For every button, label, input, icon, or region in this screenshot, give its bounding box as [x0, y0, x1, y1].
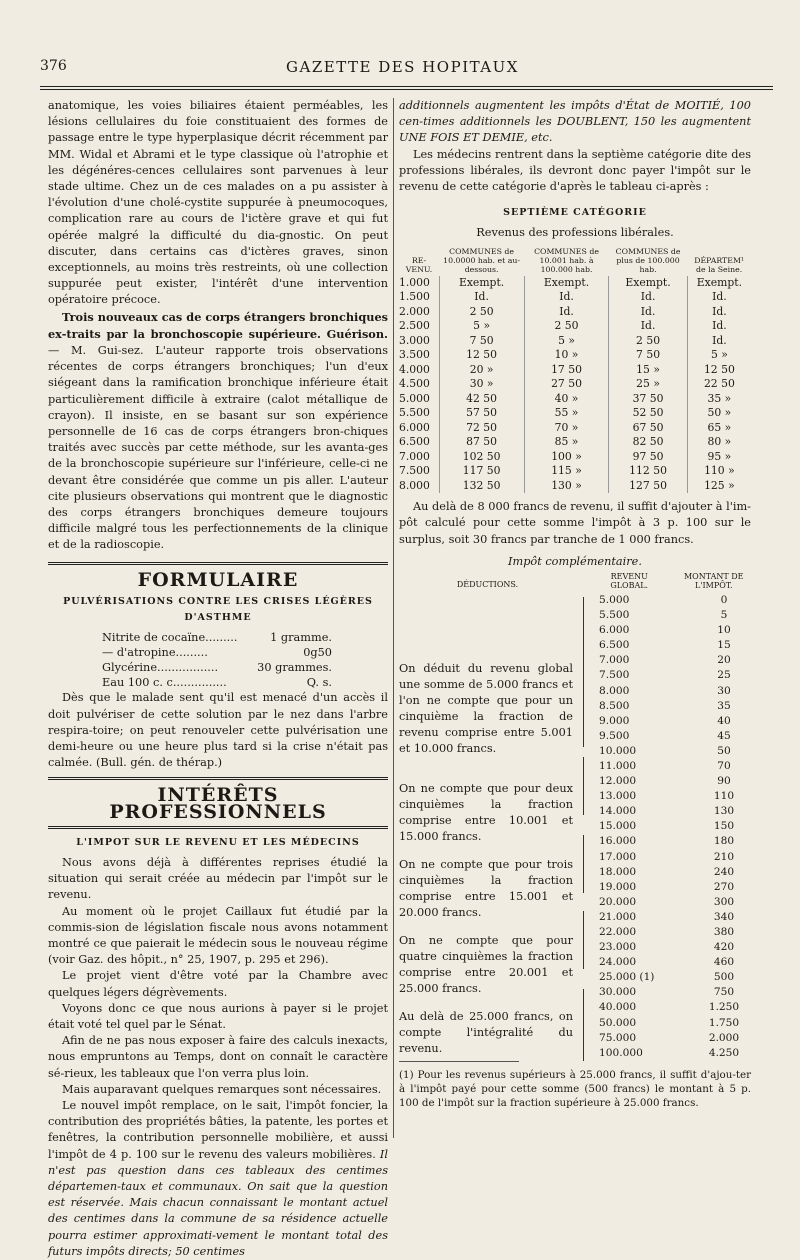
section-rule [48, 562, 388, 565]
montant-value: 40 [717, 714, 731, 727]
revenu-value: 24.000 [599, 956, 637, 969]
formula-item: — d'atropine......... [102, 646, 208, 660]
montant-value: 210 [713, 850, 735, 863]
table-header-cell: COMMUNES de plus de 100.000 hab. [615, 246, 681, 274]
table-cell: 102 50 [439, 450, 524, 465]
revenu-value: 100.000 [599, 1046, 643, 1059]
deduction-group-4: On ne compte que pour quatre cinquièmes la fraction comprise entre 20.001 et 25.000 francs. [399, 933, 573, 995]
table-cell: 15 » [609, 363, 687, 378]
header-rule-2 [40, 89, 773, 90]
revenu-value: 13.000 [599, 790, 637, 803]
table-cell: 2.500 [399, 319, 430, 333]
table-cell: 12 50 [439, 348, 524, 363]
table-cell: 82 50 [609, 435, 687, 450]
revenu-value: 21.000 [599, 910, 637, 923]
table-cell: Id. [687, 319, 751, 334]
paragraph: Afin de ne pas nous exposer à faire des calculs inexacts, nous empruntons au Temps, dont on connaît le caractère sé-rieux, les tableaux que l'on verra plus loin. [48, 1034, 388, 1080]
table-cell: 127 50 [609, 479, 687, 494]
formula-qty: 30 grammes. [257, 661, 332, 675]
table-cell: 6.000 [399, 420, 430, 434]
deduction-group-2: On ne compte que pour deux cinquièmes la fraction comprise entre 10.001 et 15.000 francs. [399, 781, 573, 843]
revenu-value: 25.000 (1) [599, 971, 655, 984]
table-cell: 100 » [524, 450, 609, 465]
montant-value: 240 [713, 865, 735, 878]
paragraph: additionnels augmentent les impôts d'État de MOITIÉ, 100 cen-times additionnels les DOUBLENT, 150 les augmentent UNE FOIS ET DEMIE, etc. [399, 99, 751, 145]
brace [583, 835, 588, 893]
montant-value: 10 [717, 624, 731, 637]
montant-value: 420 [713, 941, 735, 954]
table-cell: 80 » [687, 435, 751, 450]
table-cell: Id. [687, 290, 751, 305]
montant-value: 130 [713, 805, 735, 818]
revenu-value: 9.000 [599, 714, 630, 727]
montant-value: 0 [720, 593, 728, 606]
table-cell: 2.000 [399, 304, 430, 318]
table-row [399, 450, 751, 465]
revenu-value: 7.000 [599, 654, 630, 667]
paragraph-text: Le nouvel impôt remplace, on le sait, l'impôt foncier, la contribution des propriétés bâties, la patente, les portes et fenêtres, la contribution personnelle mobilière, et aussi l'impôt de 4 p. 100 sur le revenu des valeurs mobilières. [48, 1098, 388, 1161]
table-row [399, 464, 751, 479]
montant-value: 110 [713, 790, 735, 803]
article-text: L'auteur rapporte trois observations récentes de corps étrangers bronchiques; l'un d'eux siégeant dans la ramification bronchique inférieure était particulièrement difficile à extraire (calot métallique de crayon). Il insiste, en se basant sur son expérience personnelle de 16 cas de corps étrangers bron-chiques traités avec succès par cette méthode, sur les avanta-ges de la bronchoscopie supérieure sur l'inférieure, celle-ci ne devant être considérée que comme un pis aller. L'auteur cite plusieurs observations qui montrent que le diagnostic des corps étrangers bronchiques demeure toujours difficile malgré tous les perfectionnements de la clinique et de la radioscopie. [48, 344, 388, 552]
table-cell: 6.500 [399, 435, 430, 449]
table-cell: 22 50 [687, 377, 751, 392]
table-cell: Id. [439, 290, 524, 305]
table-cell: 27 50 [524, 377, 609, 392]
col-montant: MONTANT DE L'IMPÔT. [683, 571, 744, 591]
brace [583, 597, 588, 747]
montant-value: 270 [713, 880, 735, 893]
montant-value: 4.250 [708, 1046, 740, 1059]
formula [102, 630, 388, 690]
table-cell: 20 » [439, 363, 524, 378]
revenu-value: 12.000 [599, 775, 637, 788]
paragraph-italic: Il n'est pas question dans ces tableaux des centimes départemen-taux et communaux. On sait que la question est réservée. Mais chacun connaissant le montant actuel des centimes dans la commune de sa résidence actuelle pourra estimer approximati-vement le montant total des futurs impôts directs; 50 centimes [48, 1147, 388, 1258]
table-cell: 112 50 [609, 464, 687, 479]
page-header [30, 58, 775, 82]
table-cell: 50 » [687, 406, 751, 421]
table-cell: 2 50 [609, 334, 687, 349]
table-cell: 55 » [524, 406, 609, 421]
montant-value: 2.000 [708, 1031, 740, 1044]
table-cell: Id. [687, 334, 751, 349]
deductions-table [399, 593, 751, 1059]
revenu-value: 75.000 [599, 1031, 637, 1044]
formula-line [102, 630, 332, 645]
journal-title: GAZETTE DES HOPITAUX [286, 58, 519, 76]
table-cell: Id. [609, 319, 687, 334]
table-header-cell: COMMUNES de 10.0000 hab. et au-dessous. [443, 246, 521, 274]
table-row [399, 305, 751, 320]
table-cell: 65 » [687, 421, 751, 436]
revenu-value: 6.500 [599, 639, 630, 652]
table-row [399, 348, 751, 363]
table-cell: 7.000 [399, 449, 430, 463]
paragraph: Mais auparavant quelques remarques sont nécessaires. [62, 1082, 382, 1096]
revenu-value: 17.000 [599, 850, 637, 863]
revenu-value: 8.500 [599, 699, 630, 712]
section-rule [48, 826, 388, 829]
table-cell: 52 50 [609, 406, 687, 421]
table-cell: 35 » [687, 392, 751, 407]
section-rule [48, 777, 388, 780]
category-title: SEPTIÈME CATÉGORIE [503, 207, 647, 219]
montant-value: 460 [713, 956, 735, 969]
table-header-cell: RE-VENU. [405, 255, 433, 274]
table-cell: Exempt. [687, 276, 751, 291]
right-column [399, 98, 751, 1110]
table-cell: 5 » [687, 348, 751, 363]
table-cell: Id. [609, 305, 687, 320]
table-cell: 117 50 [439, 464, 524, 479]
formula-line [102, 675, 332, 690]
revenu-value: 14.000 [599, 805, 637, 818]
table-cell: 115 » [524, 464, 609, 479]
col-deductions: DÉDUCTIONS. [456, 579, 519, 589]
article-title: Trois nouveaux cas de corps étrangers bronchiques ex-traits par la bronchoscopie supérieure. Guérison. [48, 309, 388, 341]
paragraph: Dès que le malade sent qu'il est menacé d'un accès il doit pulvériser de cette solution par le nez dans l'arbre respira-toire; on peut renouveler cette pulvérisation une demi-heure ou une heure plus tard si la crise n'était pas calmée. (Bull. gén. de thérap.) [48, 691, 388, 770]
table-cell: 4.000 [399, 362, 430, 376]
table-cell: 8.000 [399, 478, 430, 492]
revenu-value: 23.000 [599, 941, 637, 954]
table-cell: 95 » [687, 450, 751, 465]
table-row [399, 435, 751, 450]
left-column [48, 98, 388, 1260]
brace [583, 757, 588, 815]
table-row [399, 290, 751, 305]
table-cell: Id. [524, 305, 609, 320]
brace [583, 911, 588, 969]
table-cell: 72 50 [439, 421, 524, 436]
table-cell: 1.000 [399, 275, 430, 289]
revenu-value: 30.000 [599, 986, 637, 999]
montant-value: 340 [713, 910, 735, 923]
table-cell: Id. [687, 305, 751, 320]
brace [583, 989, 588, 1061]
table-row [399, 406, 751, 421]
revenu-value: 9.500 [599, 729, 630, 742]
table-cell: 87 50 [439, 435, 524, 450]
revenu-value: 40.000 [599, 1001, 637, 1014]
paragraph: Voyons donc ce que nous aurions à payer si le projet était voté tel quel par le Sénat. [48, 1001, 388, 1031]
formula-line [102, 645, 332, 660]
montant-value: 50 [717, 744, 731, 757]
formula-item: Nitrite de cocaïne......... [102, 631, 238, 645]
montant-value: 1.750 [708, 1016, 740, 1029]
table-cell: Id. [524, 290, 609, 305]
revenu-value: 7.500 [599, 669, 630, 682]
montant-value: 1.250 [708, 1001, 740, 1014]
table-row [399, 319, 751, 334]
table-cell: 1.500 [399, 290, 430, 304]
paragraph: Le projet vient d'être voté par la Chambre avec quelques légers dégrèvements. [48, 969, 388, 999]
revenu-value: 11.000 [599, 759, 637, 772]
revenue-table [399, 246, 751, 494]
table-header-cell: DÉPARTEM¹ de la Seine. [694, 255, 745, 274]
table-row [399, 392, 751, 407]
deduction-group-5: Au delà de 25.000 francs, on compte l'intégralité du revenu. [399, 1009, 573, 1055]
section-title-interets: INTÉRÊTS PROFESSIONNELS [109, 784, 327, 823]
montant-value: 35 [717, 699, 731, 712]
table-row [399, 276, 751, 291]
revenu-value: 22.000 [599, 926, 637, 938]
formula-qty: 0g50 [303, 646, 332, 660]
table-row [399, 421, 751, 436]
montant-value: 15 [717, 639, 731, 652]
deduction-group-3: On ne compte que pour trois cinquièmes la fraction comprise entre 15.001 et 20.000 francs. [399, 857, 573, 919]
paragraph [48, 1098, 388, 1260]
table-cell: 2 50 [524, 319, 609, 334]
montant-value: 70 [717, 759, 731, 772]
table-header-cell: COMMUNES de 10.001 hab. à 100.000 hab. [534, 246, 599, 274]
category-subtitle: Revenus des professions libérales. [476, 226, 674, 240]
montant-value: 500 [713, 971, 735, 984]
revenu-value: 19.000 [599, 880, 637, 893]
montant-value: 20 [717, 654, 731, 667]
formula-item: Glycérine................. [102, 661, 219, 675]
table-row [399, 377, 751, 392]
formula-line [102, 660, 332, 675]
table-cell: 3.000 [399, 333, 430, 347]
formula-qty: 1 gramme. [270, 631, 332, 645]
montant-value: 90 [717, 775, 731, 788]
table-cell: 4.500 [399, 377, 430, 391]
deductions-header [399, 572, 751, 591]
table-cell: Exempt. [609, 276, 687, 291]
table-cell: Exempt. [439, 276, 524, 291]
table-cell: 7 50 [609, 348, 687, 363]
revenu-global-column [599, 593, 679, 1061]
formulaire-subtitle: PULVÉRISATIONS CONTRE LES CRISES LÉGÈRES D'ASTHME [63, 595, 373, 624]
table-cell: 5.000 [399, 391, 430, 405]
revenu-value: 8.000 [599, 684, 630, 697]
montant-value: 30 [717, 684, 731, 697]
revenu-value: 50.000 [599, 1016, 637, 1029]
revenu-value: 5.500 [599, 609, 630, 622]
table-row [399, 479, 751, 494]
table-cell: 10 » [524, 348, 609, 363]
table-row [399, 363, 751, 378]
table-cell: 3.500 [399, 348, 430, 362]
table-cell: 30 » [439, 377, 524, 392]
table-cell: 37 50 [609, 392, 687, 407]
footnote-rule [399, 1061, 519, 1062]
complementary-title: Impôt complémentaire. [508, 554, 642, 568]
revenu-value: 16.000 [599, 835, 637, 848]
revenu-value: 5.000 [599, 593, 630, 606]
table-cell: 40 » [524, 392, 609, 407]
table-cell: 132 50 [439, 479, 524, 494]
formula-item: Eau 100 c. c............... [102, 676, 227, 690]
header-rule [40, 86, 773, 87]
revenu-value: 6.000 [599, 624, 630, 637]
montant-value: 150 [713, 820, 735, 833]
table-cell: 25 » [609, 377, 687, 392]
montant-value: 5 [720, 609, 728, 622]
table-row [399, 334, 751, 349]
column-separator [393, 98, 394, 1138]
revenu-value: 20.000 [599, 895, 637, 908]
formula-qty: Q. s. [306, 676, 332, 690]
table-cell: 17 50 [524, 363, 609, 378]
paragraph: Au delà de 8 000 francs de revenu, il suffit d'ajouter à l'im-pôt calculé pour cette somme l'impôt à 3 p. 100 sur le surplus, soit 30 francs par tranche de 1 000 francs. [399, 500, 751, 546]
table-cell: 97 50 [609, 450, 687, 465]
montant-column [689, 593, 759, 1061]
page-number: 376 [40, 58, 67, 74]
table-cell: 42 50 [439, 392, 524, 407]
paragraph: Les médecins rentrent dans la septième catégorie dite des professions libérales, ils devront donc payer l'impôt sur le revenu de cette catégorie d'après le tableau ci-après : [399, 147, 751, 194]
table-cell: 5.500 [399, 406, 430, 420]
table-cell: Id. [609, 290, 687, 305]
deduction-group-1: On déduit du revenu global une somme de 5.000 francs et l'on ne compte que pour un cinquième la fraction de revenu comprise entre 5.001 et 10.000 francs. [399, 661, 573, 755]
montant-value: 25 [717, 669, 731, 682]
table-cell: 125 » [687, 479, 751, 494]
interets-subtitle: L'IMPOT SUR LE REVENU ET LES MÉDECINS [76, 836, 360, 848]
table-cell: 5 » [524, 334, 609, 349]
table-cell: 110 » [687, 464, 751, 479]
table-cell: 7 50 [439, 334, 524, 349]
table-cell: 85 » [524, 435, 609, 450]
montant-value: 380 [713, 926, 735, 938]
revenu-value: 18.000 [599, 865, 637, 878]
paragraph: Au moment où le projet Caillaux fut étudié par la commis-sion de législation fiscale nous avons notamment montré ce que paierait le médecin sous le nouveau régime (voir Gaz. des hôpit., n° 25, 1907, p. 295 et 296). [48, 904, 388, 967]
montant-value: 180 [713, 835, 735, 848]
montant-value: 750 [713, 986, 735, 999]
table-cell: 12 50 [687, 363, 751, 378]
montant-value: 300 [713, 895, 735, 908]
section-title-formulaire: FORMULAIRE [137, 568, 299, 591]
footnote: (1) Pour les revenus supérieurs à 25.000 francs, il suffit d'ajou-ter à l'impôt payé pour cette somme (500 francs) le montant à 5 p. 100 de l'impôt sur la fraction supérieure à 25.000 francs. [399, 1068, 751, 1109]
table-cell: 2 50 [439, 305, 524, 320]
montant-value: 45 [717, 729, 731, 742]
table-cell: 130 » [524, 479, 609, 494]
article-author: — M. Gui-sez. [48, 344, 144, 358]
paragraph: Nous avons déjà à différentes reprises étudié la situation qui serait créée au médecin par l'impôt sur le revenu. [48, 855, 388, 902]
revenu-value: 10.000 [599, 744, 637, 757]
table-cell: 7.500 [399, 464, 430, 478]
col-revenu-global: REVENU GLOBAL. [610, 571, 649, 591]
table-cell: 5 » [439, 319, 524, 334]
table-cell: 57 50 [439, 406, 524, 421]
paragraph: anatomique, les voies biliaires étaient perméables, les lésions cellulaires du foie constituaient des formes de passage entre le type hyperplasique décrit récemment par MM. Widal et Abrami et le type classique où l'atrophie et les dégénéres-cences cellulaires sont parvenues à leur stade ultime. Chez un de ces malades on a pu assister à l'évolution d'une cholé-cystite suppurée à pneumocoques, complication rare au cours de l'ictère grave et qui fut opérée malgré la difficulté du dia-gnostic. On peut discuter, dans certains cas d'ictères graves, sinon exceptionnels, au moins très restreints, où une collection suppurée peut exister, l'intérêt d'une intervention opératoire précoce. [48, 99, 388, 307]
table-cell: Exempt. [524, 276, 609, 291]
revenu-value: 15.000 [599, 820, 637, 833]
table-cell: 67 50 [609, 421, 687, 436]
paragraph [48, 309, 388, 554]
table-cell: 70 » [524, 421, 609, 436]
